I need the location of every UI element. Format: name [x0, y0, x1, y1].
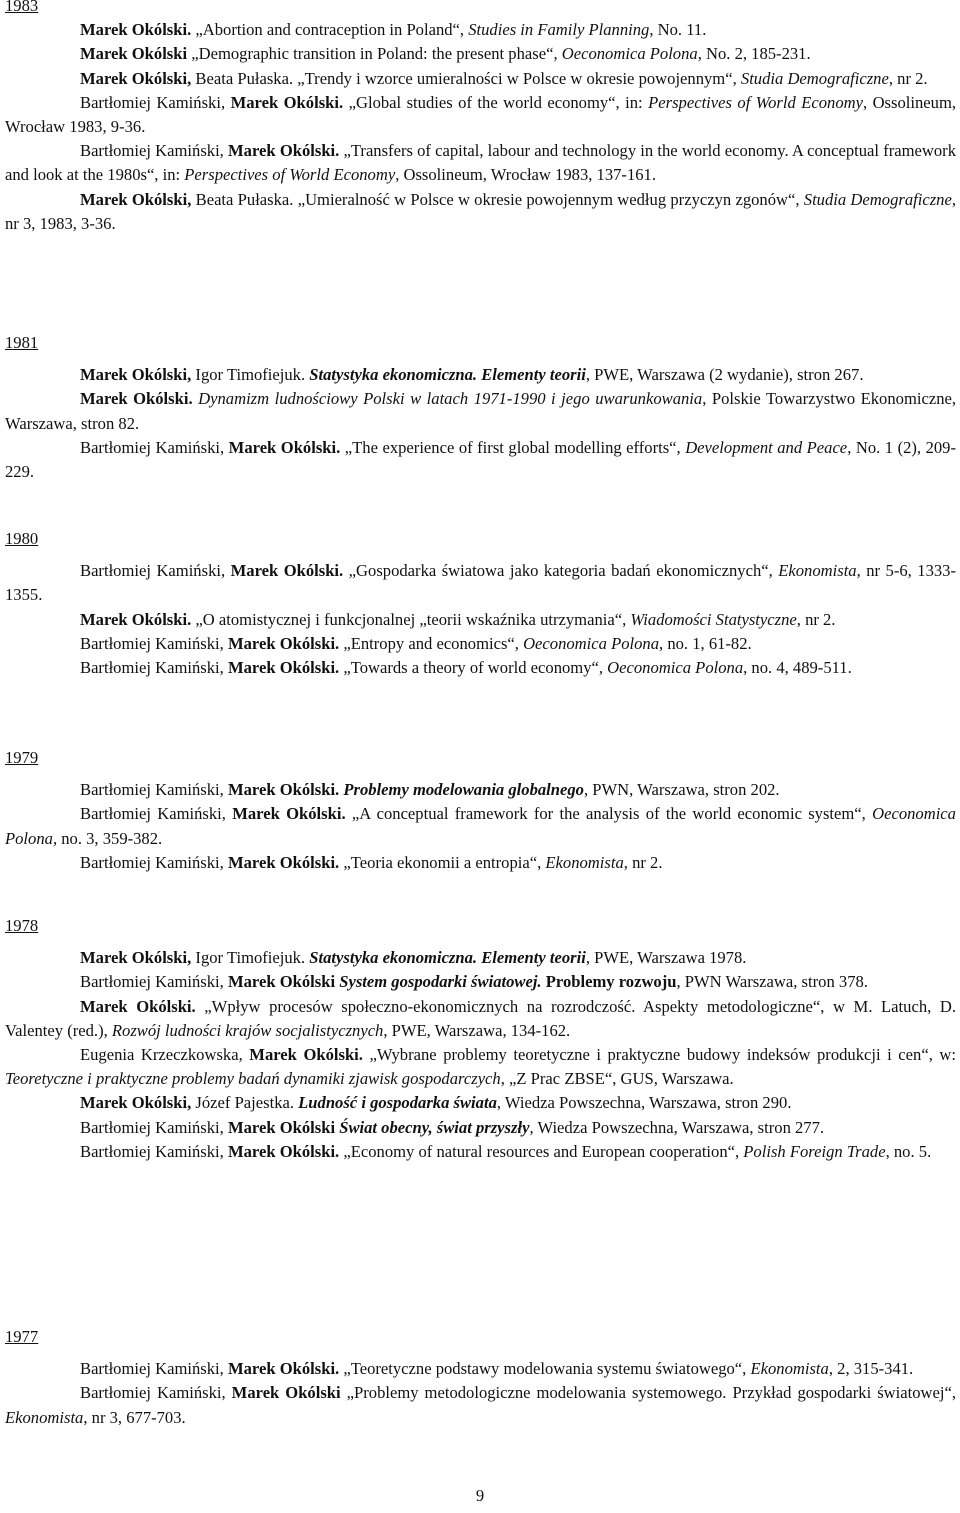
entry-emphasis: Marek Okólski.: [227, 1359, 340, 1379]
entry-text: Bartłomiej Kamiński,: [80, 804, 233, 824]
entry-text: Bartłomiej Kamiński,: [80, 1117, 228, 1137]
entry-text: , Polskie Towarzystwo Ekonomiczne, Warszawa, stron 82.: [5, 389, 957, 433]
year-section: [5, 1325, 956, 1430]
entry-text: „Teoria ekonomii a entropia“,: [339, 852, 546, 872]
entry-text: „Global studies of the world economy“, in:: [343, 92, 649, 112]
entry-text: , PWE, Warszawa 1978.: [585, 948, 747, 968]
entry-title: Wiadomości Statystyczne: [630, 609, 797, 629]
entry-text: , no. 4, 489-511.: [743, 658, 852, 678]
entry-emphasis: Marek Okólski.: [227, 1141, 340, 1161]
entry-text: Bartłomiej Kamiński,: [80, 1141, 228, 1161]
entry-text: , no. 3, 359-382.: [52, 828, 163, 848]
entry-text: , Ossolineum, Wrocław 1983, 137-161.: [395, 165, 656, 185]
entry-emphasis: Marek Okólski: [231, 1383, 341, 1403]
entry-text: „Towards a theory of world economy“,: [339, 658, 608, 678]
entry-text: „Demographic transition in Poland: the present phase“,: [187, 44, 562, 64]
bibliography-entry: [5, 67, 956, 91]
bibliography-entry: [5, 91, 956, 139]
entry-text: , „Z Prac ZBSE“, GUS, Warszawa.: [500, 1069, 734, 1089]
entry-title: Teoretyczne i praktyczne problemy badań dynamiki zjawisk gospodarczych: [5, 1069, 501, 1089]
bibliography-entry: [5, 18, 956, 42]
entry-text: „Abortion and contraception in Poland“,: [191, 20, 469, 40]
entry-text: , Wiedza Powszechna, Warszawa, stron 277.: [529, 1117, 825, 1137]
entry-text: , 2, 315-341.: [828, 1359, 914, 1379]
year-heading: 1979: [5, 748, 39, 767]
entry-text: Bartłomiej Kamiński,: [80, 852, 228, 872]
entry-emphasis: Marek Okólski,: [80, 365, 192, 385]
entry-text: , nr 2.: [796, 609, 836, 629]
bibliography-entry: [5, 139, 956, 187]
entry-title: Perspectives of World Economy: [648, 92, 863, 112]
entry-emphasis: Elementy teorii: [481, 365, 586, 385]
entry-emphasis: Marek Okólski.: [227, 852, 340, 872]
entry-text: Bartłomiej Kamiński,: [80, 1359, 228, 1379]
entry-text: , nr 2.: [623, 852, 663, 872]
entry-text: Bartłomiej Kamiński,: [80, 92, 231, 112]
entry-emphasis: Świat obecny, świat przyszły: [339, 1117, 530, 1137]
entry-emphasis: Marek Okólski.: [228, 437, 341, 457]
entry-emphasis: Marek Okólski.: [230, 561, 344, 581]
entry-title: Studia Demograficzne: [740, 68, 889, 88]
entry-emphasis: Statystyka ekonomiczna.: [309, 948, 478, 968]
entry-emphasis: Elementy teorii: [481, 948, 586, 968]
bibliography-entry: [5, 559, 956, 607]
entry-text: , PWE, Warszawa (2 wydanie), stron 267.: [585, 365, 864, 385]
entry-emphasis: Marek Okólski.: [230, 92, 344, 112]
bibliography-entry: [5, 851, 956, 875]
bibliography-entry: [5, 188, 956, 236]
entry-title: Dynamizm ludnościowy Polski w latach 1971-1990 i jego uwarunkowania: [198, 389, 703, 409]
entry-text: Bartłomiej Kamiński,: [80, 1383, 232, 1403]
entry-text: „O atomistycznej i funkcjonalnej „teorii wskaźnika utrzymania“,: [191, 609, 631, 629]
bibliography-entry: [5, 363, 956, 387]
entry-text: „The experience of first global modelling efforts“,: [340, 437, 686, 457]
bibliography-entry: [5, 42, 956, 66]
entry-text: , nr 2.: [888, 68, 928, 88]
entry-emphasis: Marek Okólski.: [227, 633, 340, 653]
entry-text: , No. 1 (2), 209-229.: [5, 437, 956, 482]
entry-text: „Teoretyczne podstawy modelowania systemu światowego“,: [339, 1359, 751, 1379]
entry-emphasis: Marek Okólski.: [227, 780, 340, 800]
entry-title: Rozwój ludności krajów socjalistycznych: [111, 1020, 384, 1040]
bibliography-entry: [5, 608, 956, 632]
entry-text: „A conceptual framework for the analysis of the world economic system“,: [345, 804, 873, 824]
entry-text: Bartłomiej Kamiński,: [80, 780, 228, 800]
year-heading: 1977: [5, 1327, 39, 1346]
year-heading: 1983: [5, 0, 39, 15]
year-section: [5, 527, 956, 680]
entry-emphasis: System gospodarki światowej.: [339, 972, 542, 992]
entry-emphasis: Marek Okólski.: [80, 996, 196, 1016]
entry-text: , PWN Warszawa, stron 378.: [676, 972, 868, 992]
entry-text: Eugenia Krzeczkowska,: [80, 1045, 250, 1065]
bibliography-entry: [5, 1381, 956, 1429]
entry-emphasis: Marek Okólski: [227, 1117, 336, 1137]
year-heading: 1980: [5, 529, 39, 548]
entry-emphasis: Ludność i gospodarka świata: [298, 1093, 497, 1113]
bibliography-entry: [5, 1091, 956, 1115]
entry-text: , Ossolineum, Wrocław 1983, 9-36.: [5, 92, 957, 137]
entry-emphasis: Marek Okólski: [227, 972, 336, 992]
entry-text: „Wybrane problemy teoretyczne i praktyczne budowy indeksów produkcji i cen“, w:: [362, 1045, 956, 1065]
year-heading: 1978: [5, 916, 39, 935]
entry-emphasis: Marek Okólski,: [80, 948, 192, 968]
entry-title: Studies in Family Planning: [468, 20, 650, 40]
entry-title: Ekonomista: [5, 1407, 84, 1427]
entry-emphasis: Marek Okólski.: [80, 609, 192, 629]
entry-text: Bartłomiej Kamiński,: [80, 437, 229, 457]
entry-text: „Transfers of capital, labour and technology in the world economy. A conceptual framework and look at the 1980s“, in:: [5, 141, 956, 185]
bibliography-entry: [5, 632, 956, 656]
bibliography-entry: [5, 436, 956, 484]
page-number: 9: [475, 1486, 485, 1505]
entry-emphasis: Problemy rozwoju: [545, 972, 677, 992]
entry-emphasis: Marek Okólski,: [80, 68, 192, 88]
entry-emphasis: Problemy modelowania globalnego: [343, 780, 584, 800]
year-heading: 1981: [5, 333, 39, 352]
year-section: [5, 331, 956, 484]
entry-text: Józef Pajestka.: [191, 1093, 299, 1113]
entry-text: , no. 1, 61-82.: [659, 633, 752, 653]
entry-emphasis: Marek Okólski,: [80, 1093, 192, 1113]
entry-emphasis: Marek Okólski.: [80, 389, 193, 409]
entry-text: , PWN, Warszawa, stron 202.: [583, 780, 780, 800]
entry-text: , no. 5.: [885, 1141, 932, 1161]
entry-title: Perspectives of World Economy: [184, 165, 396, 185]
bibliography-entry: [5, 387, 956, 435]
bibliography-entry: [5, 1116, 956, 1140]
entry-text: „Gospodarka światowa jako kategoria badań ekonomicznych“,: [343, 561, 779, 581]
entry-text: , nr 3, 1983, 3-36.: [5, 189, 956, 233]
entry-title: Polish Foreign Trade: [743, 1141, 886, 1161]
entry-emphasis: Marek Okólski.: [80, 20, 192, 40]
entry-title: Ekonomista: [750, 1359, 829, 1379]
entry-text: „Problemy metodologiczne modelowania systemowego. Przykład gospodarki światowej“,: [340, 1383, 956, 1403]
entry-text: „Wpływ procesów społeczno-ekonomicznych na rozrodczość. Aspekty metodologiczne“, w M. Latuch, D. Valentey (red.),: [5, 996, 956, 1040]
year-section: [5, 0, 956, 236]
entry-emphasis: Marek Okólski: [80, 44, 188, 64]
bibliography-entry: [5, 778, 956, 802]
year-section: [5, 914, 956, 1164]
entry-title: Oeconomica Polona: [523, 633, 660, 653]
bibliography-entry: [5, 802, 956, 850]
bibliography-entry: [5, 1357, 956, 1381]
entry-text: , No. 11.: [649, 20, 707, 40]
entry-emphasis: Marek Okólski.: [249, 1045, 363, 1065]
entry-title: Oeconomica Polona: [561, 44, 698, 64]
entry-emphasis: Statystyka ekonomiczna.: [309, 365, 478, 385]
bibliography-entry: [5, 1043, 956, 1091]
entry-emphasis: Marek Okólski.: [227, 658, 340, 678]
entry-title: Development and Peace: [685, 437, 848, 457]
entry-text: Bartłomiej Kamiński,: [80, 561, 231, 581]
entry-text: „Entropy and economics“,: [339, 633, 524, 653]
year-section: [5, 746, 956, 875]
entry-text: Beata Pułaska. „Umieralność w Polsce w okresie powojennym według przyczyn zgonów“,: [191, 189, 804, 209]
entry-title: Ekonomista: [778, 561, 857, 581]
entry-text: Bartłomiej Kamiński,: [80, 658, 228, 678]
entry-text: Igor Timofiejuk.: [191, 948, 310, 968]
entry-text: , No. 2, 185-231.: [697, 44, 811, 64]
entry-text: , PWE, Warszawa, 134-162.: [383, 1020, 571, 1040]
entry-text: , Wiedza Powszechna, Warszawa, stron 290.: [496, 1093, 792, 1113]
entry-text: Bartłomiej Kamiński,: [80, 972, 228, 992]
bibliography-entry: [5, 1140, 956, 1164]
entry-text: , nr 5-6, 1333-1355.: [5, 561, 956, 605]
entry-text: Beata Pułaska. „Trendy i wzorce umieralności w Polsce w okresie powojennym“,: [191, 68, 741, 88]
entry-title: Oeconomica Polona: [607, 658, 744, 678]
bibliography-entry: [5, 995, 956, 1043]
entry-emphasis: Marek Okólski.: [232, 804, 346, 824]
bibliography-entry: [5, 970, 956, 994]
entry-text: Bartłomiej Kamiński,: [80, 141, 229, 161]
entry-text: „Economy of natural resources and European cooperation“,: [339, 1141, 744, 1161]
entry-title: Oeconomica Polona: [5, 804, 956, 848]
bibliography-entry: [5, 946, 956, 970]
bibliography-entry: [5, 656, 956, 680]
entry-emphasis: Marek Okólski,: [80, 189, 192, 209]
entry-title: Ekonomista: [545, 852, 624, 872]
entry-emphasis: Marek Okólski.: [228, 141, 340, 161]
entry-title: Studia Demograficzne: [803, 189, 952, 209]
entry-text: Igor Timofiejuk.: [191, 365, 310, 385]
entry-text: , nr 3, 677-703.: [83, 1407, 186, 1427]
entry-text: Bartłomiej Kamiński,: [80, 633, 228, 653]
